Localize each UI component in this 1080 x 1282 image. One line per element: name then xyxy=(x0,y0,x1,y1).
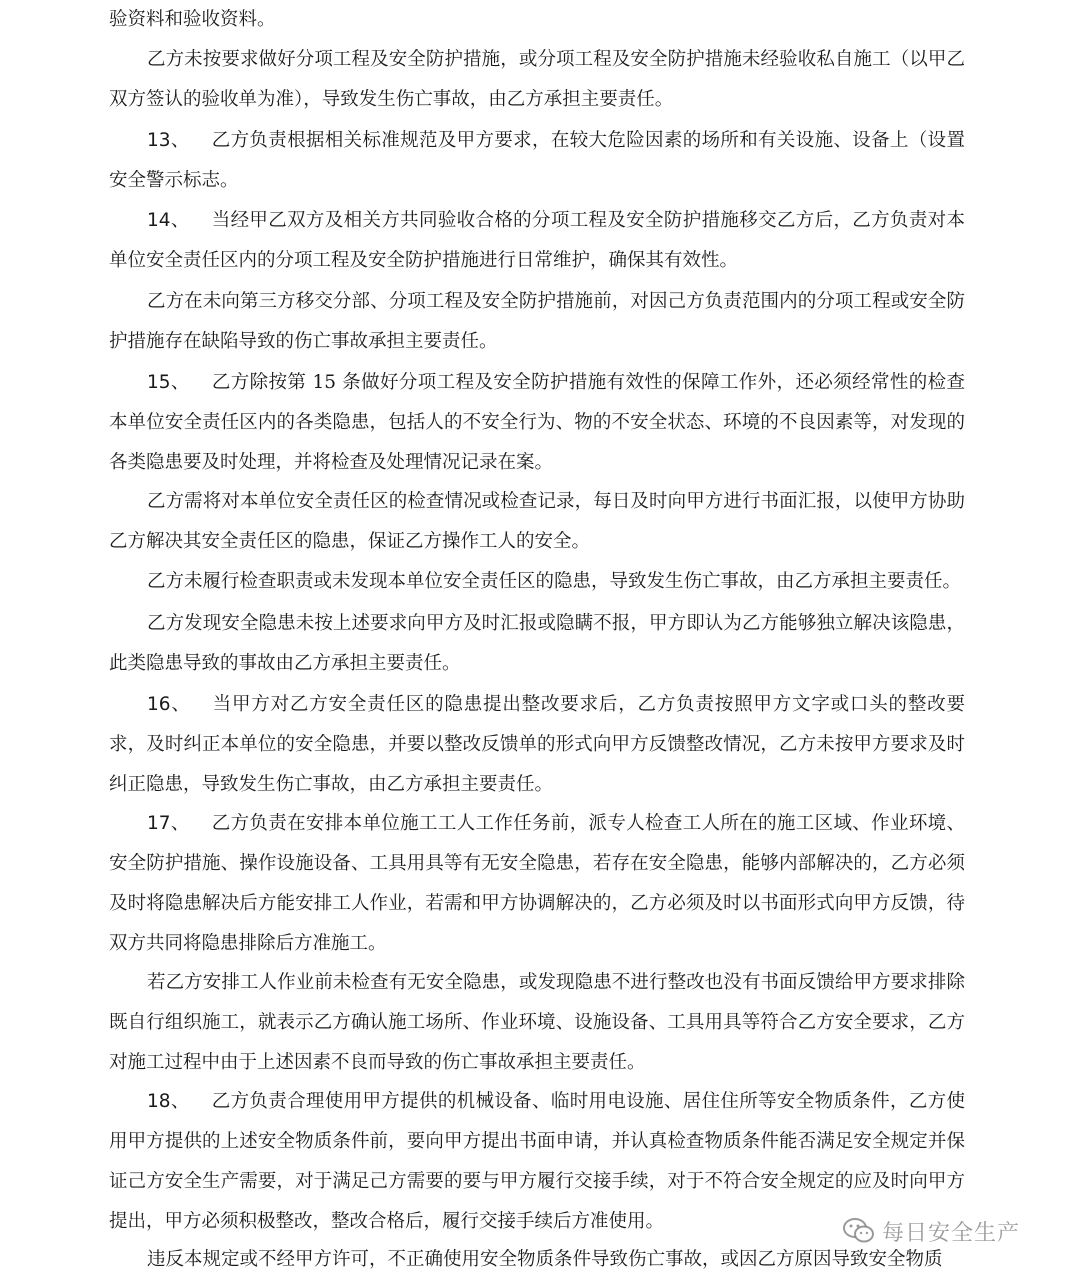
clause-number: 17、 xyxy=(147,813,190,834)
clause-number: 13、 xyxy=(147,130,190,151)
watermark xyxy=(842,1214,1020,1248)
clause-number: 18、 xyxy=(147,1091,190,1112)
clause-number: 16、 xyxy=(147,694,191,715)
paragraph: 乙方需将对本单位安全责任区的检查情况或检查记录，每日及时向甲方进行书面汇报，以使甲方协助乙方解决其安全责任区的隐患，保证乙方操作工人的安全。 xyxy=(109,491,965,552)
clause-number: 14、 xyxy=(147,210,190,231)
clause-14: 14、 当经甲乙双方及相关方共同验收合格的分项工程及安全防护措施移交乙方后，乙方负责对本单位安全责任区内的分项工程及安全防护措施进行日常维护，确保其有效性。 xyxy=(109,210,965,271)
watermark-text: 每日安全生产 xyxy=(882,1220,1021,1246)
wechat-icon xyxy=(842,1216,876,1246)
clause-13: 13、 乙方负责根据相关标准规范及甲方要求，在较大危险因素的场所和有关设施、设备上（设置安全警示标志。 xyxy=(109,130,965,191)
clause-number: 15、 xyxy=(147,372,190,393)
clause-17: 17、 乙方负责在安排本单位施工工人工作任务前，派专人检查工人所在的施工区域、作业环境、安全防护措施、操作设施设备、工具用具等有无安全隐患，若存在安全隐患，能够内部解决的，乙方必须及时将隐患解决后方能安排工人作业，若需和甲方协调解决的，乙方必须及时以书面形式向甲方反馈，待双方共同将隐患排除后方准施工。 xyxy=(109,813,965,954)
paragraph: 乙方发现安全隐患未按上述要求向甲方及时汇报或隐瞒不报，甲方即认为乙方能够独立解决该隐患，此类隐患导致的事故由乙方承担主要责任。 xyxy=(109,613,965,674)
clause-18: 18、 乙方负责合理使用甲方提供的机械设备、临时用电设施、居住住所等安全物质条件，乙方使用甲方提供的上述安全物质条件前，要向甲方提出书面申请，并认真检查物质条件能否满足安全规定并保证己方安全生产需要，对于满足己方需要的要与甲方履行交接手续，对于不符合安全规定的应及时向甲方提出，甲方必须积极整改，整改合格后，履行交接手续后方准使用。 xyxy=(109,1091,965,1232)
clause-16: 16、 当甲方对乙方安全责任区的隐患提出整改要求后，乙方负责按照甲方文字或口头的整改要求，及时纠正本单位的安全隐患，并要以整改反馈单的形式向甲方反馈整改情况，乙方未按甲方要求及时纠正隐患，导致发生伤亡事故，由乙方承担主要责任。 xyxy=(109,694,965,795)
paragraph-continuation: 验资料和验收资料。 xyxy=(109,9,276,30)
paragraph: 乙方在未向第三方移交分部、分项工程及安全防护措施前，对因己方负责范围内的分项工程或安全防护措施存在缺陷导致的伤亡事故承担主要责任。 xyxy=(109,291,965,352)
paragraph-truncated: 违反本规定或不经甲方许可，不正确使用安全物质条件导致伤亡事故，或因乙方原因导致安全物质 xyxy=(147,1249,943,1270)
paragraph: 若乙方安排工人作业前未检查有无安全隐患，或发现隐患不进行整改也没有书面反馈给甲方要求排除既自行组织施工，就表示乙方确认施工场所、作业环境、设施设备、工具用具等符合乙方安全要求，乙方对施工过程中由于上述因素不良而导致的伤亡事故承担主要责任。 xyxy=(109,972,965,1073)
paragraph: 乙方未按要求做好分项工程及安全防护措施，或分项工程及安全防护措施未经验收私自施工（以甲乙双方签认的验收单为准），导致发生伤亡事故，由乙方承担主要责任。 xyxy=(109,49,965,110)
clause-15: 15、 乙方除按第 15 条做好分项工程及安全防护措施有效性的保障工作外，还必须经常性的检查本单位安全责任区内的各类隐患，包括人的不安全行为、物的不安全状态、环境的不良因素等，对发现的各类隐患要及时处理，并将检查及处理情况记录在案。 xyxy=(109,372,965,473)
paragraph: 乙方未履行检查职责或未发现本单位安全责任区的隐患，导致发生伤亡事故，由乙方承担主要责任。 xyxy=(147,571,962,592)
